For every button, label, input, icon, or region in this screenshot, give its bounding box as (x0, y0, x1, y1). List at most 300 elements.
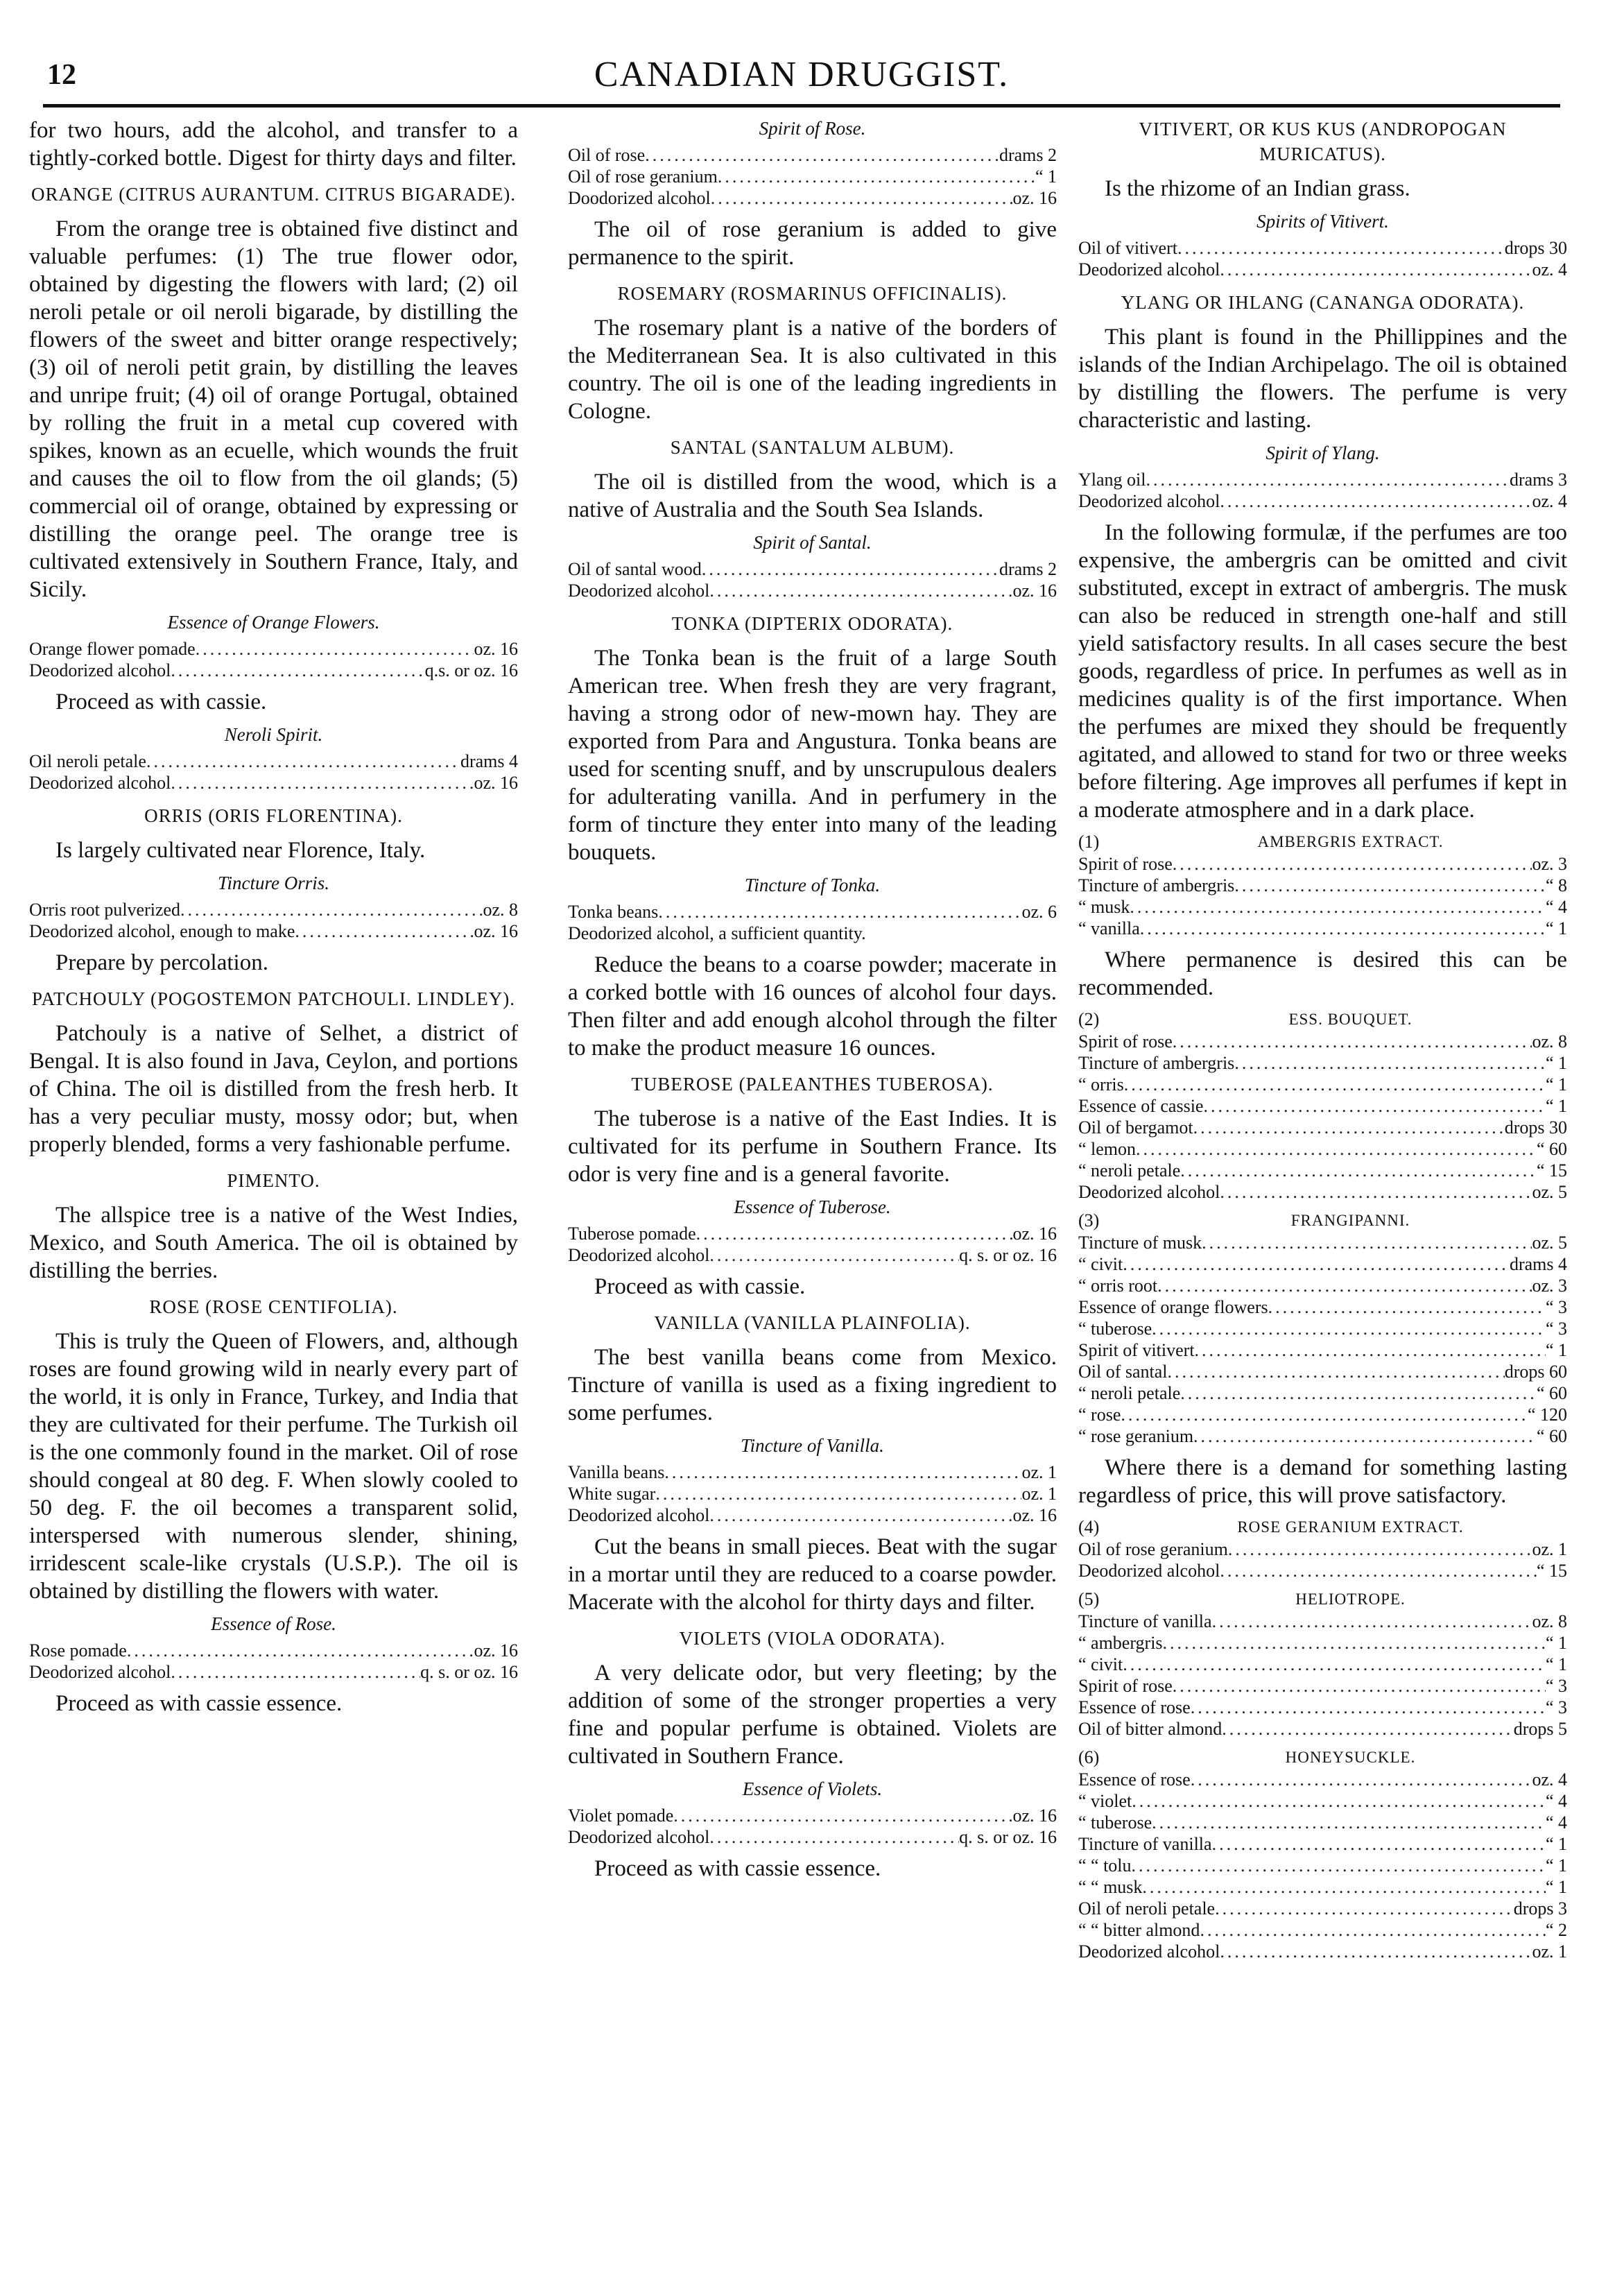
dot-leader (295, 920, 474, 942)
section-heading: ORRIS (ORIS FLORENTINA). (144, 805, 403, 826)
ingredient-amount: drams 3 (1509, 470, 1567, 490)
ingredient-name: Ylang oil (1078, 470, 1146, 490)
formula (1078, 1031, 1567, 1203)
formula (568, 1461, 1057, 1526)
dot-leader (1220, 259, 1532, 280)
dot-leader (171, 1661, 420, 1683)
dot-leader (709, 1826, 959, 1848)
formula-line (568, 1504, 1057, 1526)
section-heading: ROSEMARY (ROSMARINUS OFFICINALIS). (617, 283, 1008, 304)
section-heading: VANILLA (VANILLA PLAINFOLIA). (654, 1312, 971, 1333)
ingredient-name: Rose pomade (29, 1640, 127, 1661)
dot-leader (645, 144, 999, 166)
formula-line (1078, 1876, 1567, 1898)
paragraph: The best vanilla beans come from Mexico. Tincture of vanilla is used as a fixing ingredient to some perfumes. (568, 1345, 1057, 1425)
dot-leader (709, 580, 1012, 601)
formula (1078, 1538, 1567, 1581)
ingredient-amount: oz. 1 (1532, 1941, 1567, 1962)
ingredient-name: “ tuberose (1078, 1319, 1152, 1339)
formula-line (568, 1244, 1057, 1266)
formula-line (568, 580, 1057, 601)
dot-leader (180, 899, 483, 920)
formula-heading (1078, 1009, 1567, 1031)
ingredient-amount: oz. 8 (1532, 1031, 1567, 1052)
dot-leader (1222, 1718, 1513, 1740)
paragraph: for two hours, add the alcohol, and transfer to a tightly-corked bottle. Digest for thirty days and filter. (29, 118, 518, 171)
ingredient-name: “ orris (1078, 1074, 1124, 1095)
ingredient-amount: drams 4 (460, 751, 518, 771)
paragraph: Reduce the beans to a coarse powder; macerate in a corked bottle with 16 ounces of alcohol four days. Then filter and add enough alcohol through the filter to make the product measure 16 ounces. (568, 952, 1057, 1061)
ingredient-amount: “ 2 (1545, 1920, 1567, 1940)
formula-title: Spirit of Santal. (753, 532, 872, 553)
ingredient-amount: “ 60 (1536, 1383, 1567, 1403)
formula (29, 750, 518, 794)
ingredient-amount: “ 15 (1536, 1160, 1567, 1181)
formula (568, 1223, 1057, 1266)
formula-number: (2) (1078, 1009, 1100, 1029)
ingredient-name: Vanilla beans (568, 1462, 665, 1482)
formula-line (1078, 1117, 1567, 1138)
formula-line (29, 920, 518, 942)
dot-leader (146, 750, 460, 772)
formula-line (568, 558, 1057, 580)
paragraph: Where there is a demand for something lasting regardless of price, this will prove satisfactory. (1078, 1455, 1567, 1508)
section-heading: SANTAL (SANTALUM ALBUM). (670, 437, 955, 458)
formula-line (1078, 1538, 1567, 1560)
dot-leader (1136, 1138, 1537, 1160)
formula (568, 558, 1057, 601)
ingredient-name: “ orris root (1078, 1276, 1158, 1296)
ingredient-name: Deodorized alcohol (568, 1245, 710, 1265)
ingredient-name: Oil of bitter almond (1078, 1719, 1223, 1739)
formula-line (1078, 259, 1567, 280)
formula-name: HELIOTROPE. (1295, 1590, 1406, 1608)
paragraph: In the following formulæ, if the perfumes are too expensive, the ambergris can be omitted and civit substituted, except in extract of ambergris. The musk can also be reduced in strength one-half and still yield satisfactory results. In all cases secure the best goods, regardless of price. In perfumes as well as in medicines quality is of the first importance. When the perfumes are mixed they should be frequently agitated, and allowed to stand for two or three weeks before filtering. Age improves all perfumes if kept in a moderate atmosphere and in a dark place. (1078, 520, 1567, 823)
formula-title: Tincture Orris. (217, 873, 330, 893)
ingredient-name: “ musk (1078, 897, 1130, 917)
formula-line (568, 144, 1057, 166)
ingredient-name: “ neroli petale (1078, 1383, 1181, 1403)
ingredient-name: Deodorized alcohol (1078, 1182, 1220, 1202)
dot-leader (196, 638, 474, 660)
formula-line (568, 187, 1057, 209)
paragraph: Proceed as with cassie. (55, 689, 267, 714)
formula (568, 1805, 1057, 1848)
formula-line (1078, 1318, 1567, 1339)
formula-name: ESS. BOUQUET. (1288, 1011, 1413, 1028)
ingredient-name: Oil of neroli petale (1078, 1898, 1216, 1919)
ingredient-name: Oil of rose (568, 145, 646, 165)
ingredient-amount: oz. 16 (474, 921, 518, 941)
ingredient-amount: “ 1 (1035, 166, 1057, 187)
paragraph: The oil is distilled from the wood, which is a native of Australia and the South Sea Islands. (568, 470, 1057, 522)
dot-leader (1220, 1560, 1537, 1581)
formula-line (1078, 1232, 1567, 1253)
dot-leader (1121, 1404, 1528, 1425)
formula-title: Essence of Violets. (742, 1778, 883, 1799)
ingredient-amount: oz. 6 (1021, 902, 1057, 922)
formula-number: (5) (1078, 1589, 1100, 1609)
formula-line (1078, 1095, 1567, 1117)
ingredient-name: Essence of cassie (1078, 1096, 1204, 1116)
ingredient-name: Essence of rose (1078, 1697, 1191, 1717)
dot-leader (1212, 1611, 1532, 1632)
formula-number: (4) (1078, 1517, 1100, 1537)
section-heading: YLANG OR IHLANG (CANANGA ODORATA). (1121, 292, 1525, 313)
ingredient-amount: “ 4 (1545, 897, 1567, 917)
ingredient-name: Tincture of ambergris (1078, 1053, 1235, 1073)
formula-line (29, 772, 518, 794)
dot-leader (1152, 1318, 1546, 1339)
dot-leader (711, 187, 1013, 209)
ingredient-amount: oz. 16 (1012, 188, 1057, 208)
ingredient-amount: oz. 16 (474, 1640, 518, 1661)
ingredient-name: Deodorized alcohol (29, 773, 171, 793)
ingredient-name: “ lemon (1078, 1139, 1137, 1159)
ingredient-amount: “ 4 (1545, 1812, 1567, 1833)
formula-heading (1078, 831, 1567, 853)
formula-line (1078, 1941, 1567, 1962)
ingredient-name: White sugar (568, 1484, 656, 1504)
formula-line (1078, 1675, 1567, 1697)
section-heading: TONKA (DIPTERIX ODORATA). (671, 613, 953, 634)
dot-leader (1173, 1675, 1546, 1697)
ingredient-name: Deodorized alcohol (568, 1827, 710, 1847)
formula-number: (6) (1078, 1747, 1100, 1767)
formula-title: Tincture of Tonka. (744, 875, 881, 895)
ingredient-amount: q. s. or oz. 16 (959, 1827, 1057, 1847)
formula (1078, 469, 1567, 512)
ingredient-name: “ ambergris (1078, 1633, 1163, 1653)
formula-line (29, 638, 518, 660)
dot-leader (1180, 1160, 1537, 1181)
ingredient-name: Tincture of ambergris (1078, 875, 1235, 895)
dot-leader (696, 1223, 1013, 1244)
formula-line (1078, 1181, 1567, 1203)
formula-title: Essence of Orange Flowers. (167, 612, 380, 633)
formula-line (1078, 1855, 1567, 1876)
formula (1078, 1611, 1567, 1740)
dot-leader (1173, 853, 1532, 875)
ingredient-amount: drops 60 (1504, 1362, 1567, 1382)
ingredient-name: Oil of santal wood (568, 559, 702, 579)
formula-number: (1) (1078, 832, 1100, 852)
ingredient-name: Oil neroli petale (29, 751, 146, 771)
ingredient-name: Orris root pulverized (29, 900, 181, 920)
ingredient-amount: “ 1 (1545, 1053, 1567, 1073)
paragraph: The allspice tree is a native of the West Indies, Mexico, and South America. The oil is obtained by distilling the berries. (29, 1203, 518, 1283)
ingredient-amount: oz. 16 (474, 773, 518, 793)
ingredient-amount: oz. 4 (1532, 491, 1567, 511)
formula (1078, 853, 1567, 939)
formula-line (1078, 1654, 1567, 1675)
ingredient-amount: “ 1 (1545, 1855, 1567, 1876)
paragraph: This plant is found in the Phillippines and the islands of the Indian Archipelago. The oil is obtained by distilling the flowers. The perfume is very characteristic and lasting. (1078, 325, 1567, 433)
dot-leader (1123, 1654, 1546, 1675)
formula-title: Spirit of Ylang. (1265, 443, 1380, 463)
dot-leader (664, 1461, 1021, 1483)
ingredient-name: Tincture of vanilla (1078, 1611, 1212, 1631)
ingredient-name: Deodorized alcohol (1078, 491, 1220, 511)
formula (568, 144, 1057, 209)
ingredient-name: Essence of orange flowers (1078, 1297, 1268, 1317)
formula-line (1078, 1361, 1567, 1382)
ingredient-name: Spirit of rose (1078, 1031, 1173, 1052)
ingredient-amount: drams 2 (999, 559, 1057, 579)
ingredient-amount: oz. 3 (1532, 854, 1567, 874)
ingredient-amount: “ 3 (1545, 1676, 1567, 1696)
paragraph: Cut the beans in small pieces. Beat with the sugar in a mortar until they are reduced to a coarse powder. Macerate with the alcohol for thirty days and filter. (568, 1534, 1057, 1615)
ingredient-amount: “ 3 (1545, 1297, 1567, 1317)
ingredient-amount: “ 60 (1536, 1139, 1567, 1159)
column-3 (1078, 117, 1567, 1969)
dot-leader (1200, 1919, 1546, 1941)
ingredient-amount: oz. 16 (474, 639, 518, 659)
formula-line (1078, 1339, 1567, 1361)
formula-line (1078, 1812, 1567, 1833)
formula-line (568, 901, 1057, 923)
formula-line (568, 1461, 1057, 1483)
ingredient-amount: “ 120 (1527, 1405, 1567, 1425)
dot-leader (1193, 1425, 1537, 1447)
ingredient-amount: drops 5 (1513, 1719, 1567, 1739)
ingredient-amount: “ 1 (1545, 1633, 1567, 1653)
dot-leader (127, 1640, 474, 1661)
dot-leader (1191, 1697, 1546, 1718)
dot-leader (1268, 1296, 1546, 1318)
ingredient-name: Oil of santal (1078, 1362, 1168, 1382)
dot-leader (1220, 1181, 1532, 1203)
formula-line (1078, 1382, 1567, 1404)
formula-line (568, 1483, 1057, 1504)
ingredient-name: Deodorized alcohol (29, 1662, 171, 1682)
section-heading: PIMENTO. (227, 1170, 320, 1191)
dot-leader (1173, 1031, 1532, 1052)
dot-leader (1142, 1876, 1546, 1898)
formula-line (1078, 1425, 1567, 1447)
ingredient-name: Oil of rose geranium (568, 166, 718, 187)
paragraph: The rosemary plant is a native of the borders of the Mediterranean Sea. It is also cultivated in this country. The oil is one of the leading ingredients in Cologne. (568, 316, 1057, 424)
dot-leader (655, 1483, 1021, 1504)
page-header (43, 54, 1560, 105)
formula-line (1078, 1919, 1567, 1941)
ingredient-name: “ civit (1078, 1254, 1123, 1274)
dot-leader (1212, 1833, 1546, 1855)
ingredient-amount: “ 1 (1545, 918, 1567, 938)
paragraph: The tuberose is a native of the East Indies. It is cultivated for its perfume in Southern France. Its odor is very fine and is a general favorite. (568, 1106, 1057, 1187)
ingredient-amount: q.s. or oz. 16 (424, 660, 518, 680)
ingredient-name: Deodorized alcohol (568, 581, 710, 601)
ingredient-amount: oz. 8 (483, 900, 518, 920)
dot-leader (1132, 1790, 1546, 1812)
ingredient-name: Deodorized alcohol (568, 1505, 710, 1525)
dot-leader (1220, 490, 1532, 512)
dot-leader (1195, 1339, 1546, 1361)
formula-line (1078, 1833, 1567, 1855)
formula-line (568, 1805, 1057, 1826)
formula (568, 901, 1057, 923)
formula-line (1078, 1074, 1567, 1095)
paragraph: Prepare by percolation. (55, 950, 268, 975)
formula-heading (1078, 1210, 1567, 1232)
ingredient-amount: oz. 16 (1012, 1505, 1057, 1525)
dot-leader (1193, 1117, 1505, 1138)
paragraph: Where permanence is desired this can be recommended. (1078, 947, 1567, 1000)
ingredient-name: Tonka beans (568, 902, 659, 922)
formula-line (1078, 1253, 1567, 1275)
paragraph: Patchouly is a native of Selhet, a district of Bengal. It is also found in Java, Ceylon, and portions of China. The oil is distilled from the fresh herb. It has a very peculiar musty, mossy odor; but, when properly blended, forms a very fashionable perfume. (29, 1021, 518, 1157)
dot-leader (1202, 1232, 1532, 1253)
dot-leader (1152, 1812, 1546, 1833)
section-heading: TUBEROSE (PALEANTHES TUBEROSA). (631, 1074, 994, 1095)
dot-leader (702, 558, 999, 580)
formula-title: Spirit of Rose. (759, 118, 866, 139)
dot-leader (1132, 1855, 1546, 1876)
ingredient-name: Spirit of vitivert (1078, 1340, 1195, 1360)
dot-leader (1234, 1052, 1546, 1074)
formula-line (1078, 1160, 1567, 1181)
ingredient-name: Deodorized alcohol, enough to make (29, 921, 295, 941)
formula-line (29, 1661, 518, 1683)
dot-leader (658, 901, 1021, 923)
formula-line (568, 1826, 1057, 1848)
ingredient-name: Oil of vitivert (1078, 238, 1177, 258)
formula-number: (3) (1078, 1210, 1100, 1230)
formula (29, 899, 518, 942)
ingredient-name: “ vanilla (1078, 918, 1140, 938)
ingredient-name: “ rose geranium (1078, 1426, 1194, 1446)
dot-leader (1123, 1253, 1510, 1275)
formula-line (1078, 1697, 1567, 1718)
column-2 (568, 117, 1057, 1889)
dot-leader (1234, 875, 1546, 896)
ingredient-amount: oz. 1 (1532, 1539, 1567, 1559)
ingredient-amount: “ 60 (1536, 1426, 1567, 1446)
ingredient-name: Oil of rose geranium (1078, 1539, 1228, 1559)
ingredient-name: Tincture of vanilla (1078, 1834, 1212, 1854)
dot-leader (1220, 1941, 1532, 1962)
formula-heading (1078, 1588, 1567, 1611)
formula-line (1078, 1718, 1567, 1740)
formula-heading (1078, 1516, 1567, 1538)
dot-leader (1157, 1275, 1532, 1296)
ingredient-amount: q. s. or oz. 16 (420, 1662, 518, 1682)
ingredient-name: “ rose (1078, 1405, 1121, 1425)
formula-line (29, 1640, 518, 1661)
formula-line (29, 750, 518, 772)
ingredient-name: “ violet (1078, 1791, 1132, 1811)
section-heading: PATCHOULY (POGOSTEMON PATCHOULI. LINDLEY). (31, 988, 516, 1009)
ingredient-amount: oz. 5 (1532, 1182, 1567, 1202)
ingredient-amount: “ 8 (1545, 875, 1567, 895)
ingredient-name: Doodorized alcohol (568, 188, 711, 208)
formula-title: Tincture of Vanilla. (741, 1435, 884, 1456)
ingredient-name: Deodorized alcohol (1078, 1561, 1220, 1581)
header-rule (43, 104, 1560, 108)
ingredient-amount: oz. 1 (1021, 1462, 1057, 1482)
ingredient-amount: “ 1 (1545, 1096, 1567, 1116)
formula-line (1078, 1632, 1567, 1654)
formula-name: AMBERGRIS EXTRACT. (1257, 833, 1444, 850)
ingredient-amount: oz. 16 (1012, 1224, 1057, 1244)
ingredient-name: “ “ musk (1078, 1877, 1143, 1897)
formula-line (29, 660, 518, 681)
formula-line (1078, 1404, 1567, 1425)
column-1 (29, 117, 518, 1724)
formula-line (1078, 875, 1567, 896)
section-heading: VITIVERT, OR KUS KUS (ANDROPOGAN MURICATUS). (1139, 119, 1507, 164)
section-heading: ROSE (ROSE CENTIFOLIA). (149, 1296, 398, 1317)
ingredient-amount: q. s. or oz. 16 (959, 1245, 1057, 1265)
dot-leader (1168, 1361, 1505, 1382)
dot-leader (1180, 1382, 1537, 1404)
ingredient-name: Essence of rose (1078, 1769, 1191, 1790)
formula-name: FRANGIPANNI. (1290, 1212, 1410, 1229)
ingredient-amount: “ 1 (1545, 1074, 1567, 1095)
dot-leader (1177, 237, 1505, 259)
ingredient-amount: “ 15 (1536, 1561, 1567, 1581)
paragraph: A very delicate odor, but very fleeting; by the addition of some of the stronger properties a very fine and popular perfume is obtained. Violets are cultivated in Southern France. (568, 1661, 1057, 1769)
paragraph: Proceed as with cassie essence. (594, 1856, 881, 1881)
ingredient-name: Violet pomade (568, 1805, 674, 1826)
ingredient-amount: drops 3 (1513, 1898, 1567, 1919)
ingredient-name: Deodorized alcohol, a sufficient quantity. (568, 923, 866, 943)
formula-line (1078, 1898, 1567, 1919)
ingredient-name: “ “ bitter almond (1078, 1920, 1200, 1940)
formula-name: HONEYSUCKLE. (1285, 1749, 1416, 1766)
formula-line (1078, 918, 1567, 939)
formula (29, 1640, 518, 1683)
ingredient-amount: drops 30 (1504, 238, 1567, 258)
formula-line (1078, 490, 1567, 512)
ingredient-amount: “ 3 (1545, 1697, 1567, 1717)
ingredient-amount: “ 1 (1545, 1877, 1567, 1897)
dot-leader (171, 772, 474, 794)
formula-line (1078, 1296, 1567, 1318)
dot-leader (171, 660, 424, 681)
formula-line (1078, 1790, 1567, 1812)
formula-line (1078, 469, 1567, 490)
dot-leader (1140, 918, 1546, 939)
formula-line (1078, 1138, 1567, 1160)
paragraph: Proceed as with cassie. (594, 1274, 806, 1299)
ingredient-amount: oz. 4 (1532, 1769, 1567, 1790)
dot-leader (1203, 1095, 1545, 1117)
section-heading: ORANGE (CITRUS AURANTUM. CITRUS BIGARADE). (31, 184, 517, 205)
dot-leader (1124, 1074, 1546, 1095)
formula-title: Essence of Rose. (211, 1613, 336, 1634)
ingredient-name: Deodorized alcohol (1078, 1941, 1220, 1962)
formula-line (568, 166, 1057, 187)
ingredient-name: Oil of bergamot (1078, 1117, 1193, 1138)
formula-title: Essence of Tuberose. (734, 1196, 891, 1217)
dot-leader (1130, 896, 1546, 918)
formula-line (1078, 1769, 1567, 1790)
paragraph: Proceed as with cassie essence. (55, 1691, 343, 1716)
ingredient-amount: oz. 3 (1532, 1276, 1567, 1296)
formula (1078, 1232, 1567, 1447)
formula-line (1078, 1031, 1567, 1052)
formula-line (1078, 1275, 1567, 1296)
ingredient-name: Tuberose pomade (568, 1224, 696, 1244)
ingredient-amount: drops 30 (1504, 1117, 1567, 1138)
formula-title: Spirits of Vitivert. (1256, 211, 1389, 232)
paragraph: Is largely cultivated near Florence, Italy. (55, 838, 426, 863)
paragraph: The Tonka bean is the fruit of a large South American tree. When fresh they are very fragrant, having a strong odor of new-mown hay. They are exported from Para and Angustura. Tonka beans are used for scenting snuff, and by unscrupulous dealers for adulterating vanilla. And in perfumery in the form of tincture they enter into many of the leading bouquets. (568, 646, 1057, 865)
formula-line (1078, 1052, 1567, 1074)
ingredient-amount: drams 4 (1509, 1254, 1567, 1274)
dot-leader (1163, 1632, 1546, 1654)
